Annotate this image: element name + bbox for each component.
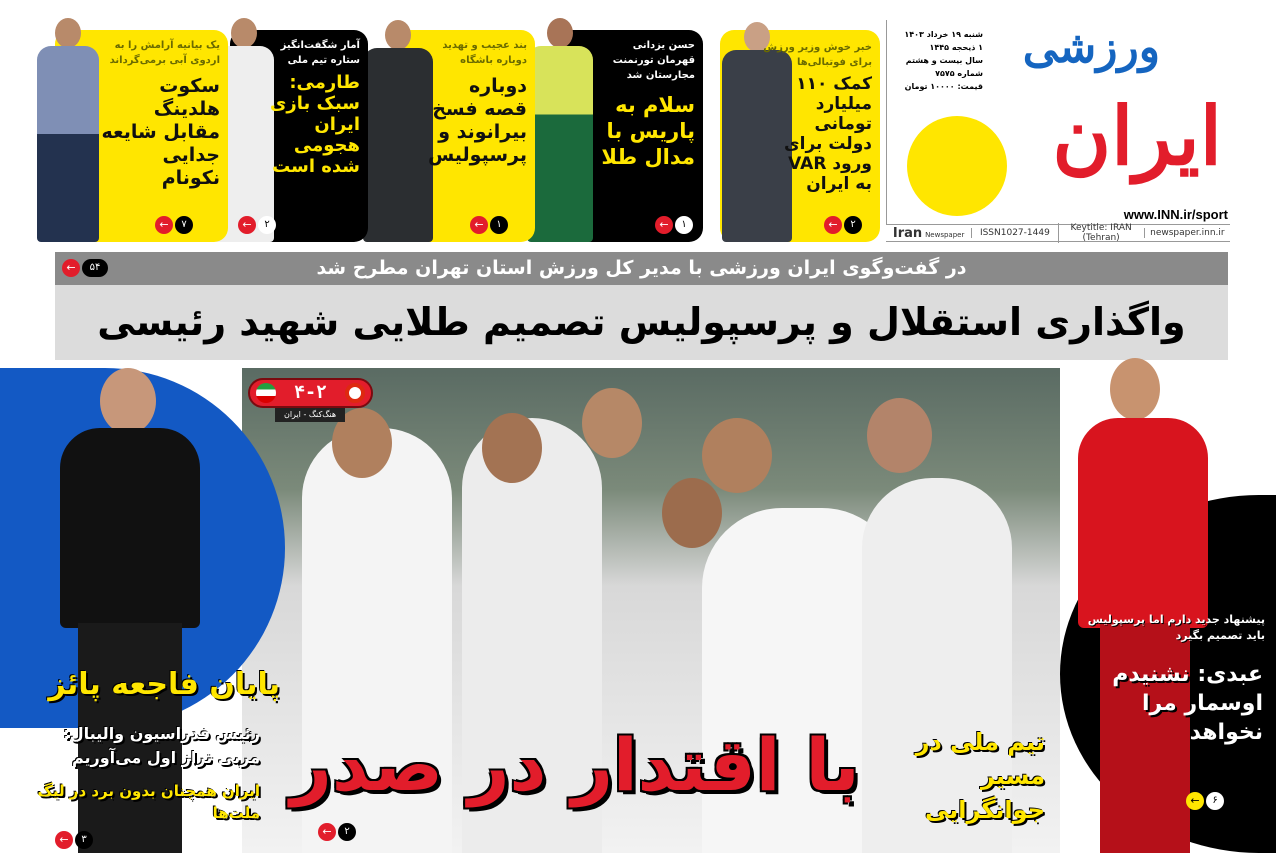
issue-year: سال بیست و هشتم [905, 56, 983, 65]
lead-headline-band[interactable] [55, 285, 1228, 360]
newspaper-site[interactable]: newspaper.inn.ir [1144, 228, 1230, 238]
page-badge[interactable]: ← ۷ [155, 216, 193, 234]
main-subhead: تیم ملی در مسیر جوانگرایی [915, 728, 1045, 824]
info-bar [886, 224, 1230, 242]
brand: Iran Newspaper [892, 225, 965, 241]
yellow-dot [907, 116, 1007, 216]
arrow-icon: ← [155, 216, 173, 234]
right-page-badge[interactable]: ← ۶ [1186, 792, 1224, 810]
lead-headline: واگذاری استقلال و پرسپولیس تصمیم طلایی شهید رئیسی [97, 300, 1186, 344]
arrow-icon: ← [55, 831, 73, 849]
left-page-badge[interactable]: ← ۳ [55, 831, 93, 849]
story-card-beiranvand[interactable]: بند عجیب و تهدید دوباره باشگاه دوباره قصه فسخ بیرانوند و پرسپولیس ← ۱ [395, 30, 535, 242]
right-kicker: پیشنهاد جدید دارم اما پرسپولیس باید تصمیم بگیرد [1087, 613, 1265, 642]
arrow-icon: ← [824, 216, 842, 234]
lead-kicker: در گفت‌وگوی ایران ورزشی با مدیر کل ورزش استان تهران مطرح شد [316, 257, 967, 279]
goalkeeper-photo [363, 20, 433, 242]
logo-blue: ورزشی [1022, 22, 1160, 73]
wrestler-photo [527, 18, 593, 242]
logo-red: ایران [1052, 89, 1222, 183]
page-badge[interactable]: ← ۱ [470, 216, 508, 234]
arrow-icon: ← [62, 259, 80, 277]
story-card-taremi[interactable]: آمار شگفت‌انگیز ستاره تیم ملی طارمی: سبک بازی ایران هجومی شده است ← ۲ [230, 30, 368, 242]
arrow-icon: ← [1186, 792, 1204, 810]
issue-price: قیمت: ۱۰۰۰۰ تومان [904, 82, 983, 91]
abdi-photo [1070, 358, 1240, 853]
page-badge[interactable]: ← ۱ [655, 216, 693, 234]
lead-page-badge[interactable]: ← ۵۴ [62, 259, 108, 277]
left-headline[interactable]: پایان فاجعه پائز [48, 667, 280, 702]
story-card-var[interactable]: خبر خوش وزیر ورزش برای فوتبالی‌ها کمک ۱۱۰ میلیارد تومانی دولت برای ورود VAR به ایران ← ۲ [720, 30, 880, 242]
keytitle: Keytitle: IRAN (Tehran) [1058, 223, 1144, 243]
scoreboard-teams: هنگ‌کنگ - ایران [275, 408, 345, 422]
main-headline[interactable]: با اقتدار در صدر [290, 723, 860, 807]
arrow-icon: ← [318, 823, 336, 841]
scoreboard [248, 378, 373, 408]
hongkong-flag-icon [345, 383, 365, 403]
story-card-nekounam[interactable]: یک بیانیه آرامش را به اردوی آبی برمی‌گرداند سکوت هلدینگ مقابل شایعه جدایی نکونام ← ۷ [55, 30, 228, 242]
score: ۴-۲ [294, 382, 327, 403]
issue-hijri-date: ۱ ذیحجه ۱۴۴۵ [929, 43, 983, 52]
arrow-icon: ← [238, 216, 256, 234]
lead-kicker-band [55, 252, 1228, 285]
issue-details [893, 28, 983, 93]
arrow-icon: ← [655, 216, 673, 234]
arrow-icon: ← [470, 216, 488, 234]
masthead [886, 20, 1230, 224]
issn: ISSN1027-1449 [971, 228, 1057, 238]
iran-flag-icon [256, 383, 276, 403]
issue-date: شنبه ۱۹ خرداد ۱۴۰۳ [904, 30, 983, 39]
page-badge[interactable]: ← ۲ [824, 216, 862, 234]
right-headline[interactable]: عبدی: نشنیدم اوسمار مرا نخواهد [1112, 662, 1263, 745]
story-card-yazdani[interactable]: حسن یزدانی قهرمان تورنمنت مجارستان شد سلام به پاریس با مدال طلا ← ۱ [555, 30, 703, 242]
website[interactable]: www.INN.ir/sport [1123, 207, 1228, 222]
left-quote: رئیس فدراسیون والیبال: مربی تراز اول می‌آوریم [63, 724, 260, 767]
main-page-badge[interactable]: ← ۲ [318, 823, 356, 841]
left-secondary[interactable]: ایران همچنان بدون برد در لیگ ملت‌ها [37, 782, 260, 822]
issue-number: شماره ۷۵۷۵ [935, 69, 983, 78]
page-badge[interactable]: ← ۲ [238, 216, 276, 234]
